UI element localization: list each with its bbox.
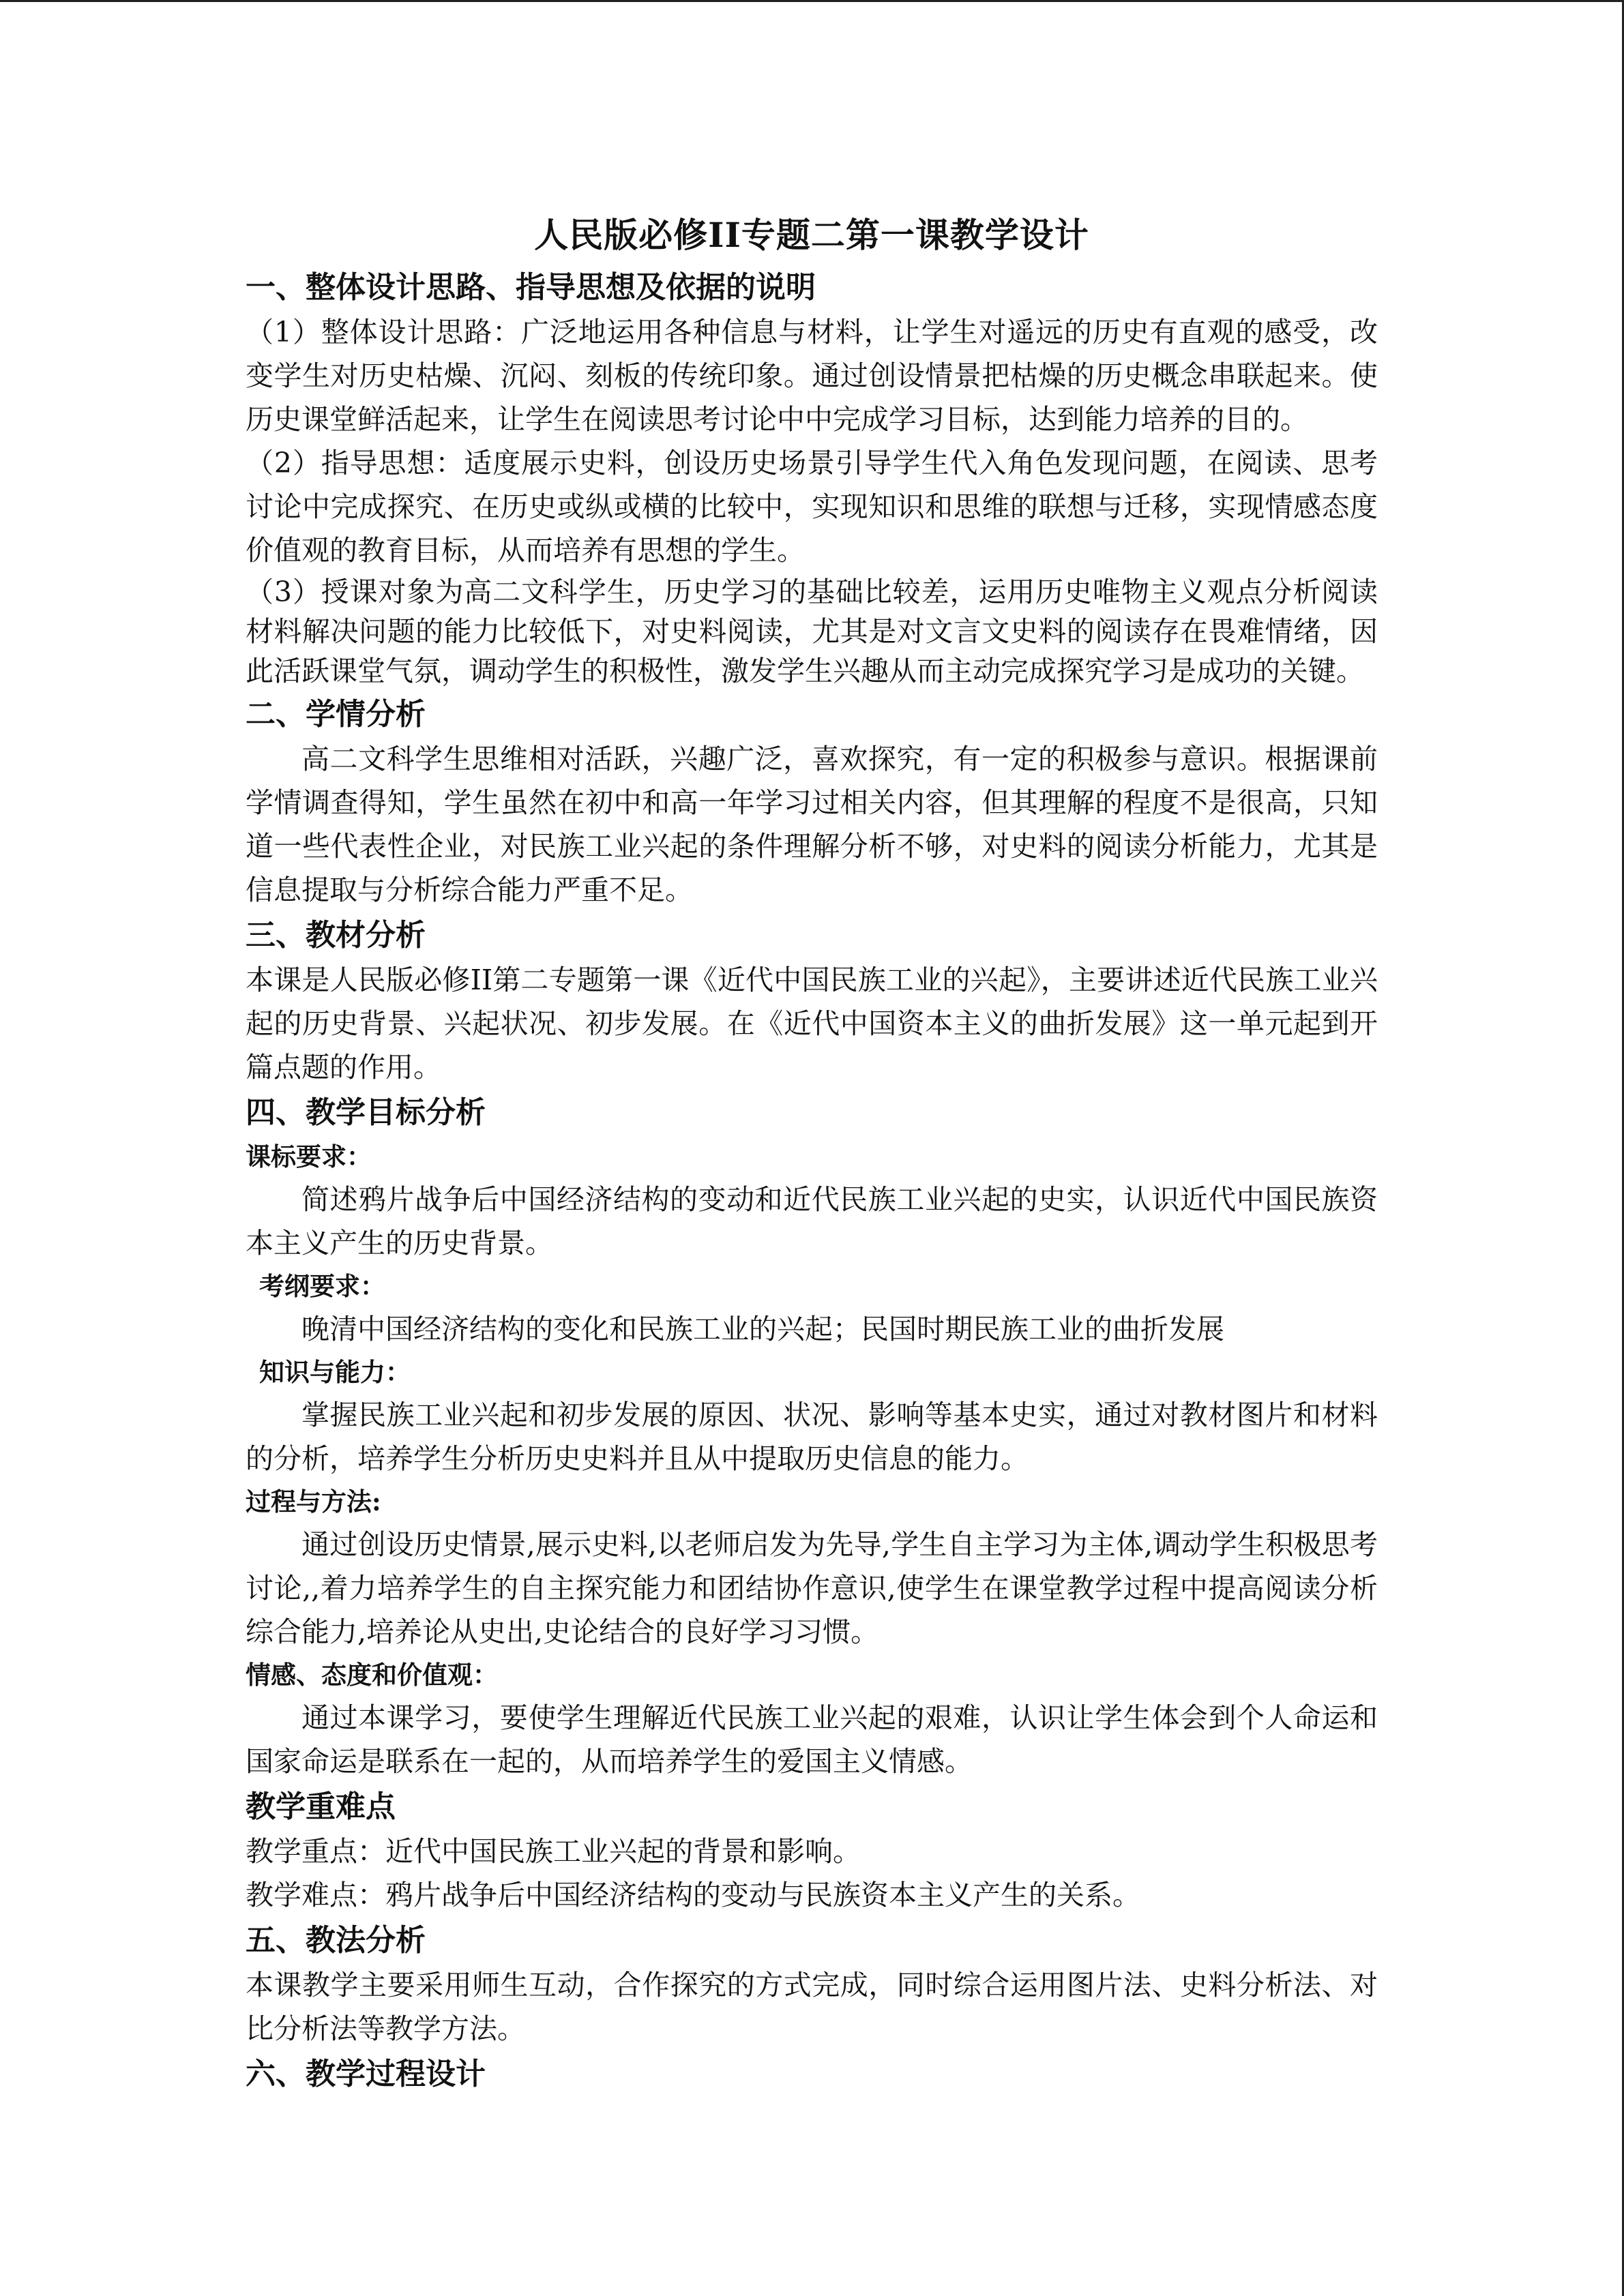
page-title: 人民版必修II专题二第一课教学设计 — [534, 215, 1089, 255]
section-textbook-analysis — [246, 913, 1378, 1089]
section-heading: 一、整体设计思路、指导思想及依据的说明 — [246, 270, 816, 305]
paragraph-textbook-analysis: 本课是人民版必修II第二专题第一课《近代中国民族工业的兴起》，主要讲述近代民族工业兴起的历史背景、兴起状况、初步发展。在《近代中国资本主义的曲折发展》这一单元起到开篇点题的作用。 — [246, 964, 1378, 1084]
subheading-knowledge-ability: 知识与能力： — [259, 1357, 411, 1387]
paragraph-audience: （3）授课对象为高二文科学生，历史学习的基础比较差，运用历史唯物主义观点分析阅读材料解决问题的能力比较低下，对史料阅读，尤其是对文言文史料的阅读存在畏难情绪，因此活跃课堂气氛，调动学生的积极性，激发学生兴趣从而主动完成探究学习是成功的关键。 — [246, 576, 1378, 687]
paragraph-teaching-methods: 本课教学主要采用师生互动，合作探究的方式完成，同时综合运用图片法、史料分析法、对比分析法等教学方法。 — [246, 1969, 1378, 2045]
paragraph-design-idea: （1）整体设计思路：广泛地运用各种信息与材料，让学生对遥远的历史有直观的感受，改变学生对历史枯燥、沉闷、刻板的传统印象。通过创设情景把枯燥的历史概念串联起来。使历史课堂鲜活起来，让学生在阅读思考讨论中中完成学习目标，达到能力培养的目的。 — [246, 316, 1378, 436]
section-heading: 五、教法分析 — [246, 1923, 426, 1958]
subheading-process-method: 过程与方法: — [246, 1487, 381, 1517]
section-heading: 二、学情分析 — [246, 697, 426, 732]
section-heading: 四、教学目标分析 — [246, 1095, 486, 1130]
subheading-curriculum-requirement: 课标要求： — [246, 1142, 372, 1172]
section-student-analysis — [246, 692, 1378, 912]
paragraph-difficult-point: 教学难点：鸦片战争后中国经济结构的变动与民族资本主义产生的关系。 — [246, 1879, 1140, 1911]
paragraph-key-point: 教学重点：近代中国民族工业兴起的背景和影响。 — [246, 1835, 861, 1868]
paragraph-emotion-values: 通过本课学习，要使学生理解近代民族工业兴起的艰难，认识让学生体会到个人命运和国家命运是联系在一起的，从而培养学生的爱国主义情感。 — [246, 1701, 1378, 1778]
document-body — [246, 208, 1378, 2097]
section-design-rationale — [246, 265, 1378, 691]
subheading-exam-requirement: 考纲要求： — [259, 1271, 385, 1301]
section-heading: 六、教学过程设计 — [246, 2057, 486, 2091]
section-teaching-methods — [246, 1918, 1378, 2051]
section-heading: 教学重难点 — [246, 1789, 396, 1824]
paragraph-guiding-thought: （2）指导思想：适度展示史料，创设历史场景引导学生代入角色发现问题，在阅读、思考讨论中完成探究、在历史或纵或横的比较中，实现知识和思维的联想与迁移，实现情感态度价值观的教育目标，从而培养有思想的学生。 — [246, 447, 1378, 567]
section-teaching-process — [246, 2052, 1378, 2097]
subheading-emotion-values: 情感、态度和价值观： — [246, 1660, 498, 1690]
paragraph-student-analysis: 高二文科学生思维相对活跃，兴趣广泛，喜欢探究，有一定的积极参与意识。根据课前学情调查得知，学生虽然在初中和高一年学习过相关内容，但其理解的程度不是很高，只知道一些代表性企业，对民族工业兴起的条件理解分析不够，对史料的阅读分析能力，尤其是信息提取与分析综合能力严重不足。 — [246, 743, 1378, 906]
section-teaching-objectives — [246, 1090, 1378, 1783]
paragraph-exam-requirement: 晚清中国经济结构的变化和民族工业的兴起；民国时期民族工业的曲折发展 — [301, 1313, 1224, 1345]
paragraph-process-method: 通过创设历史情景,展示史料,以老师启发为先导,学生自主学习为主体,调动学生积极思考讨论,,着力培养学生的自主探究能力和团结协作意识,使学生在课堂教学过程中提高阅读分析综合能力,培养论从史出,史论结合的良好学习习惯。 — [246, 1528, 1378, 1648]
paragraph-knowledge-ability: 掌握民族工业兴起和初步发展的原因、状况、影响等基本史实，通过对教材图片和材料的分析，培养学生分析历史史料并且从中提取历史信息的能力。 — [246, 1399, 1378, 1475]
paragraph-curriculum-requirement: 简述鸦片战争后中国经济结构的变动和近代民族工业兴起的史实，认识近代中国民族资本主义产生的历史背景。 — [246, 1183, 1378, 1259]
section-key-difficult-points — [246, 1785, 1378, 1917]
page-border-top — [0, 0, 1624, 2]
section-heading: 三、教材分析 — [246, 918, 426, 953]
